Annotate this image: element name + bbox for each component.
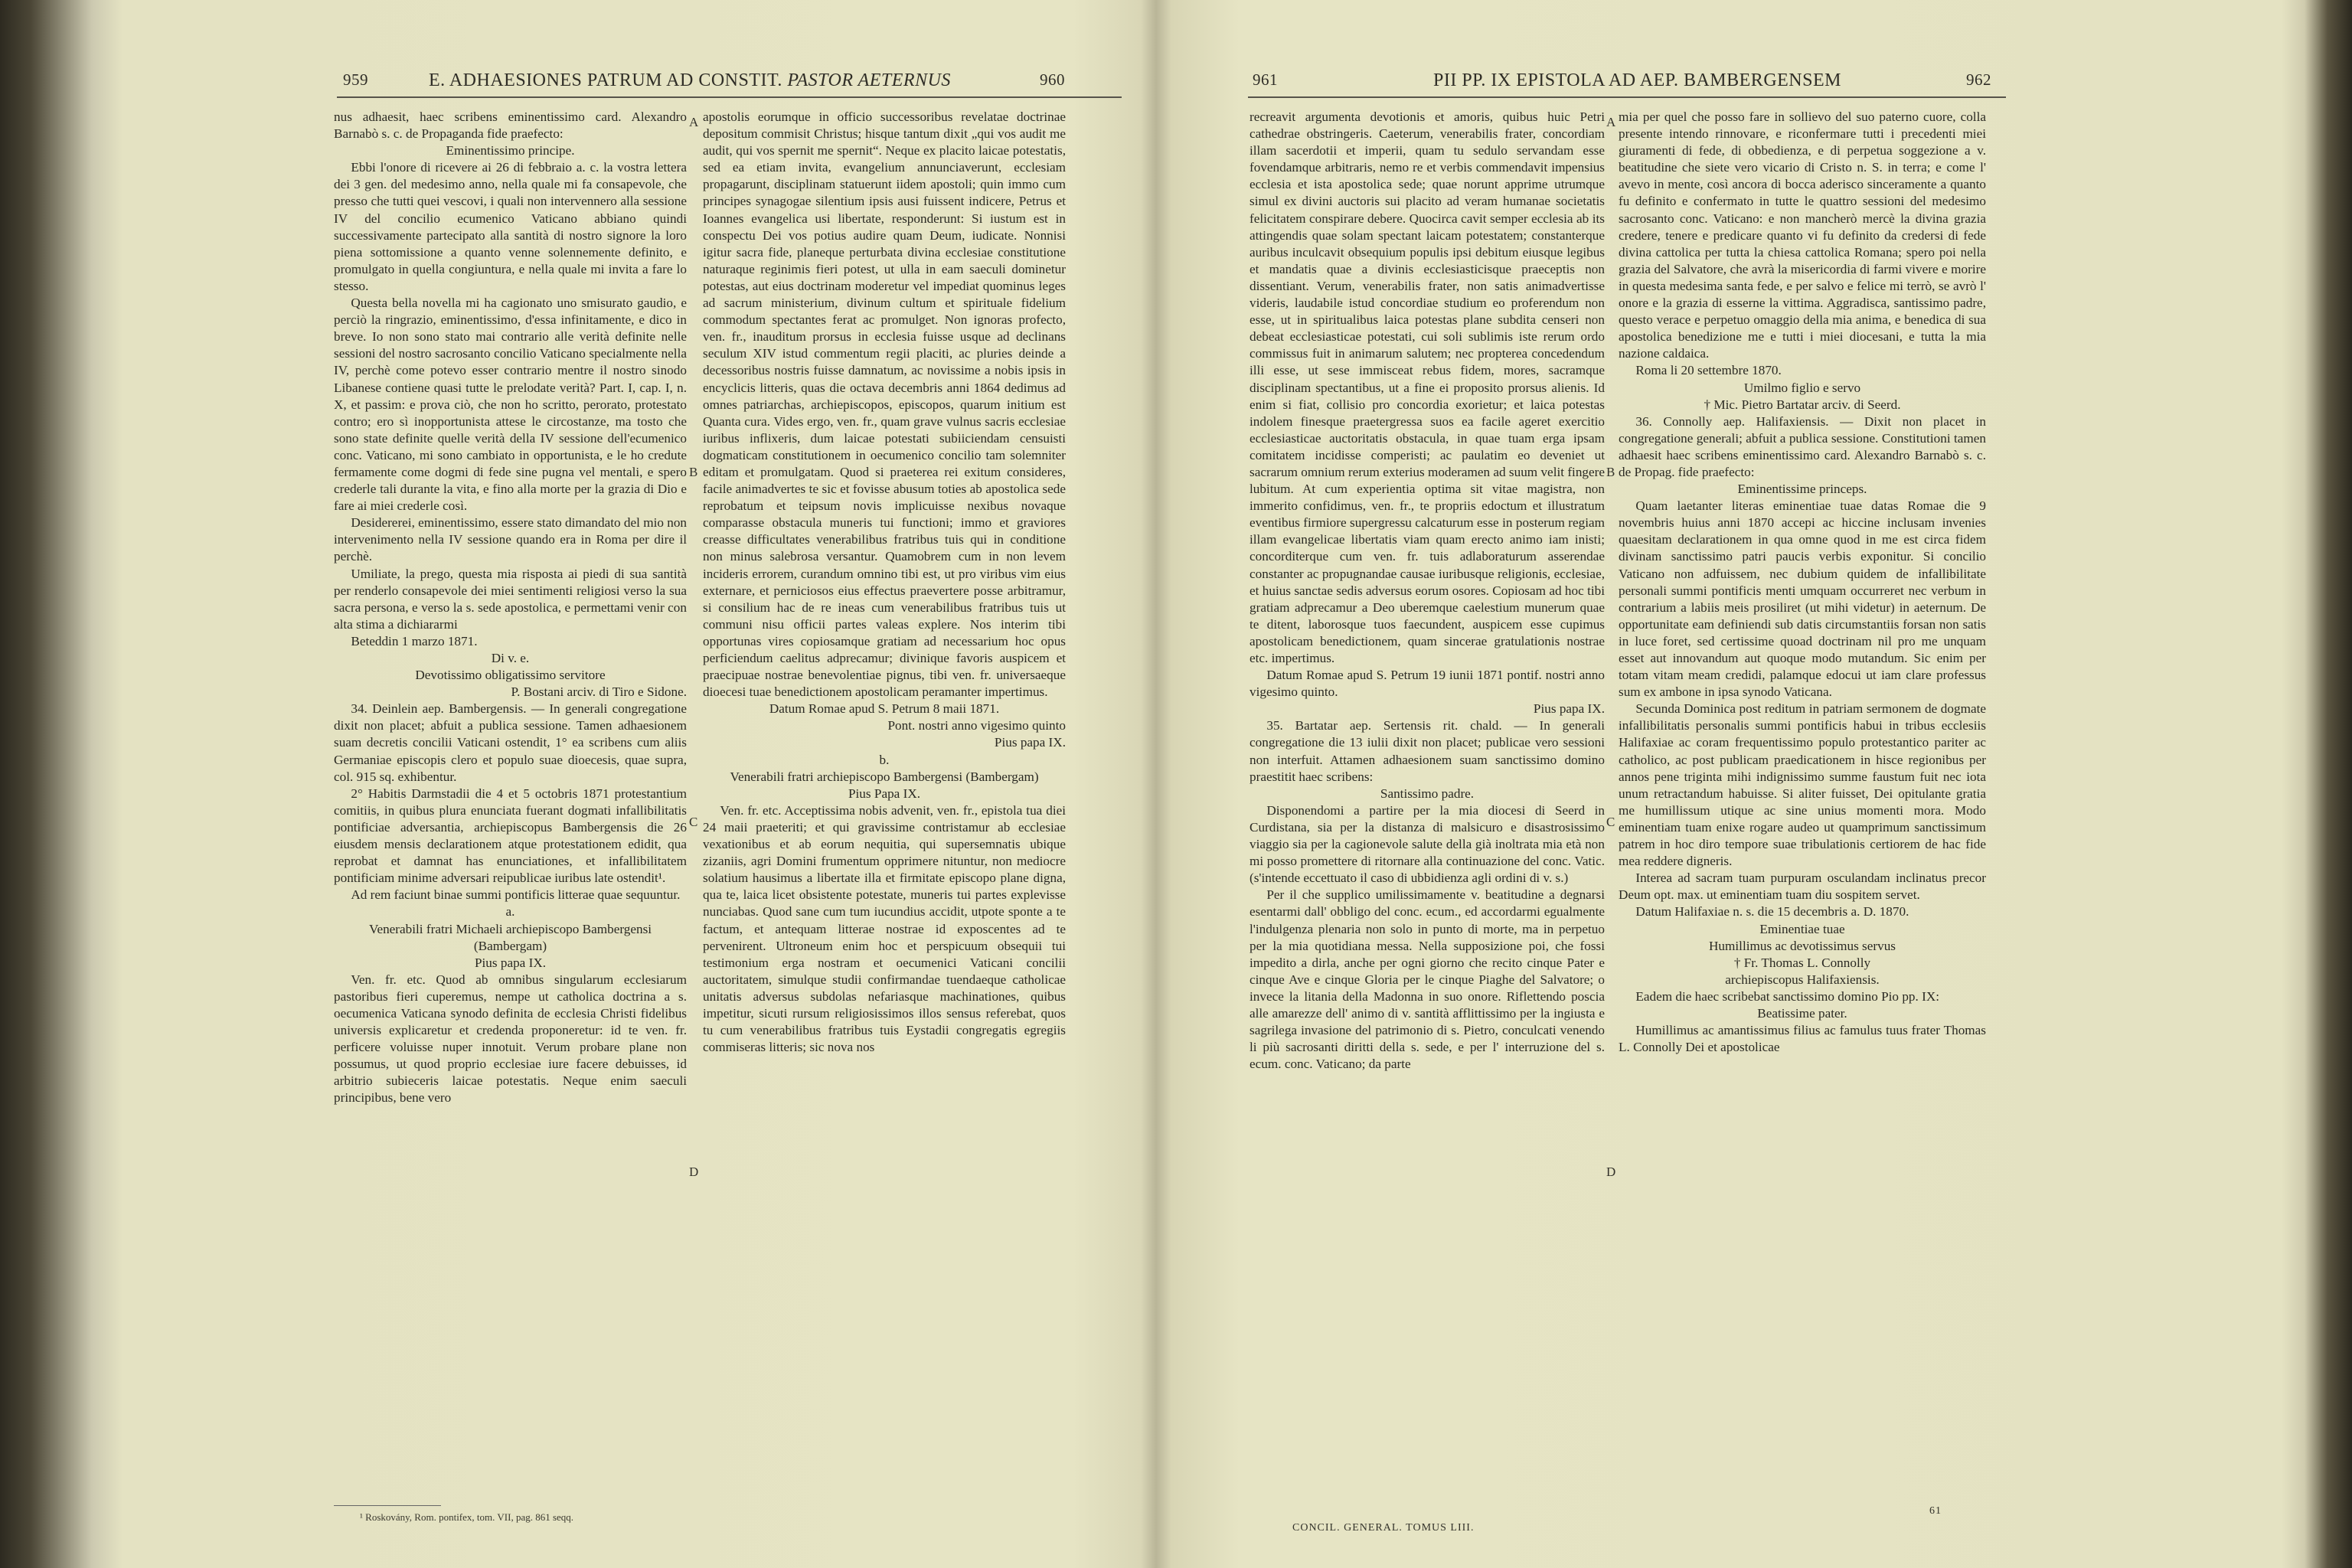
left-running-title-italic: PASTOR AETERNUS (787, 70, 951, 90)
paragraph: apostolis eorumque in officio successoribus revelatae doctrinae depositum commisit Christus; hisque tantum dixit „qui vos audit me audit, qui vos spernit me spernit“. Neque ex placito laicae potestatis, sed ea etiam invita, evangelium annunciaverunt, ecclesiam propagarunt, disciplinam statuerunt iidem apostoli; quin immo cum principes synagogae silentium ipsis ausi fuissent indicere, Petrus et Ioannes evangelica usi libertate, responderunt: Si iustum est in conspectu Dei vos potius audire quam Deum, iudicate. Nonnisi igitur sacra fide, planeque perturbata divina ecclesiae constitutione naturaque reginimis fieri potest, ut ulla in eam saeculi dominetur potestas, aut eius doctrinam moderetur vel impediat quominus leges ad sacrum ministerium, divinum cultum et spirituale fidelium commodum spectantes ferat ac promulget. Non ignoras profecto, ven. fr., inauditum prorsus in ecclesia fuisse usque ad declinans seculum XIV istud commentum regii placiti, ac pluries deinde a decessoribus nostris fuisse damnatum, ac novissime a nobis ipsis in encyclicis litteris, quas die octava decembris anni 1864 dedimus ad omnes patriarchas, archiepiscopos, episcopos, quarum initium est Quanta cura. Vides ergo, ven. fr., quam grave vulnus sacris ecclesiae iuribus inflixeris, dum laicae potestati subiiciendam censuisti dogmaticam constitutionem in oecumenico concilio tam solemniter editam et promulgatam. Quod si praeterea rei exitum consideres, facile animadvertes te sic et fovisse abusum toties ab apostolica sede reprobatum et teipsum novis implicuisse nexibus novaque comparasse obstacula muneris tui functioni; immo et graviores creasse difficultates venerabilibus fratribus tuis qui in conditione non minus salebrosa versantur. Quamobrem cum in non levem incideris errorem, curandum omnino tibi est, ut pro viribus vim eius externare, et perniciosos eius effectus praevertere posse arbitramur, si consilium hac de re ineas cum venerabilibus fratribus tuis ut communi nisu officii partes valeas explere. Nos interim tibi opportunas vires copiosamque gratiam ad necessarium hoc opus perficiendum caelitus adprecamur; divinique favoris auspicem et praecipuae nostrae benevolentiae pignus, tibi ven. fr. universaeque dioecesi tuae benedictionem apostolicam peramanter impertimus. (703, 109, 1066, 700)
margin-letter-a: A (1606, 115, 1616, 129)
paragraph: Eminentissime princeps. (1737, 482, 1867, 497)
margin-letter-d: D (1606, 1165, 1616, 1179)
paragraph: Ven. fr. etc. Acceptissima nobis advenit, ven. fr., epistola tua diei 24 maii praeteriti; et qui gravissime contristamur ab ecclesiae vexationibus et ab eorum nequitia, qui supersemnatis ubique zizaniis, agri Domini frumentum opprimere nituntur, non mediocre solatium hausimus a libertate illa et firmitate episcopo plane digna, qua te, laica licet obsistente potestate, muneris tui partes explevisse nunciabas. Quod sane cum tum iucundius accidit, utpote sponte a te factum, et antequam litterae nostrae id exposcentes ad te pervenirent. Ultroneum enim hoc et perspicuum obsequii tui testimonium erga nostram et oecumenici Vaticani concilii auctoritatem, simulque studii confirmandae tuendaeque catholicae unitatis adversus subdolas nefariasque machinationes, quibus impetitur, sicuti rursum religiosissimos illos sensus referebat, quos tu cum venerabilibus fratribus tuis Eystadii congregatis egregiis commiseras litteris; sic nova nos (703, 802, 1066, 1055)
header-rule (337, 96, 1122, 98)
paragraph: Beteddin 1 marzo 1871. (351, 633, 478, 648)
left-page-column-2 (703, 109, 1066, 1056)
margin-letter-a: A (689, 115, 699, 129)
paragraph: Datum Halifaxiae n. s. die 15 decembris a. D. 1870. (1635, 904, 1909, 920)
paragraph: Venerabili fratri archiepiscopo Bambergensi (Bambergam) (730, 769, 1039, 784)
margin-letter-d: D (689, 1165, 699, 1179)
left-running-title-text: E. ADHAESIONES PATRUM AD CONSTIT. (429, 70, 782, 90)
paragraph: Datum Romae apud S. Petrum 8 maii 1871. (769, 701, 1000, 717)
paragraph: Umiliate, la prego, questa mia risposta ai piedi di sua santità per renderlo consapevole dei miei sentimenti religiosi verso la sua sacra persona, e verso la s. sede apostolica, e permettami venir con alta stima a dichiararmi (334, 566, 687, 632)
paragraph: mia per quel che posso fare in sollievo del suo paterno cuore, colla presente intendo rinnovare, e riconfermare tutti i precedenti miei giuramenti di fede, di obbedienza, e di perpetua soggezione a v. beatitudine che siete vero vicario di Cristo n. S. in terra; e come l' avevo in mente, così ancora di bocca aderisco sinceramente a quanto fu definito e confermato in tutte le quattro sessioni del medesimo sacrosanto conc. Vaticano: e non mancherò mercè la divina grazia credere, tenere e predicare quanto vi fu definito da credersi di fede divina cattolica per tutta la chiesa cattolica Romana; spero poi nella grazia del Salvatore, che avrà la misericordia di farmi vivere e morire in questa medesima santa fede, e per salvo e felice mi terrò, se avrò l' onore e la grazia di esserne la vittima. Aggradisca, santissimo padre, questo verace e perpetuo omaggio della mia anima, e benedica di sua apostolica benedizione me e tutti i miei diocesani, e tutta la mia nazione caldaica. (1619, 109, 1986, 361)
signature-line: CONCIL. GENERAL. TOMUS LIII. (1292, 1522, 1475, 1534)
paragraph: Beatissime pater. (1757, 1005, 1847, 1021)
paragraph: Pius papa IX. (994, 735, 1066, 750)
paragraph: Humillimus ac amantissimus filius ac famulus tuus frater Thomas L. Connolly Dei et apostolicae (1619, 1023, 1986, 1055)
paragraph: Roma li 20 settembre 1870. (1635, 363, 1782, 378)
paragraph: nus adhaesit, haec scribens eminentissimo card. Alexandro Barnabò s. c. de Propaganda fide praefecto: (334, 109, 687, 142)
paragraph: Secunda Dominica post reditum in patriam sermonem de dogmate infallibilitatis personalis summi pontificis habui in tribus ecclesiis Halifaxiae ac coram frequentissimo populo protestantico pariter ac catholico, ac post publicam praedicationem in hisce regionibus per annos pene triginta mihi indignissimo summe faustum fuit nec iota unum retractandum habuisse. Si aliter fuisset, Dei opitulante gratia me humillissum utique ac sine unius momenti mora. Modo eminentiam tuam enixe rogare audeo ut quamprimum sanctissimum patrem in hoc diro tempore suae tribulationis certiorem de hac fide mea reddere digneris. (1619, 701, 1986, 869)
right-page-left-number: 961 (1253, 70, 1278, 89)
paragraph: 34. Deinlein aep. Bambergensis. — In generali congregatione dixit non placet; abfuit a publica sessione. Tamen adhaesionem suam decretis concilii Vaticani ostendit, 1° ea scribens cum aliis Germaniae episcopis clero et populo suae dioecesis, quae supra, col. 915 sq. exhibentur. (334, 701, 687, 784)
left-page (0, 0, 1158, 1568)
paragraph: Ebbi l'onore di ricevere ai 26 di febbraio a. c. la vostra lettera dei 3 gen. del medesimo anno, nella quale mi fa consapevole, che presso che tutti quei vescovi, i quali non intervennero alla sessione IV del concilio ecumenico Vaticano abbiano quindi successivamente partecipato alla santità di nostro signore la loro piena sottomissione a quanto venne solennemente definito, e promulgato in quella congiuntura, e nella quale mi invita a fare lo stesso. (334, 160, 687, 293)
paragraph: Disponendomi a partire per la mia diocesi di Seerd in Curdistana, sia per la distanza di malsicuro e disastrosissimo viaggio sia per la cagionevole salute della già inoltrata mia età non mi posso promettere di ritornare alla continuazione del conc. Vatic. (s'intende eccettuato il caso di ubbidienza agli ordini di v. s.) (1250, 802, 1605, 886)
right-page (1158, 0, 2352, 1568)
right-page-column-1 (1250, 109, 1605, 1073)
paragraph: Quam laetanter literas eminentiae tuae datas Romae die 9 novembris huius anni 1870 accepi ac hiccine inclusam invenies quaesitam declarationem in qua omne quod in me est circa fidem divinam sanctissimo patri paucis verbis exponitur. Si concilio Vaticano non adfuissem, nec dubium quidem de infallibilitate personali summi pontificis menti umquam occurreret nec verbum in contrarium a labiis meis prosiliret (ut mihi videtur) in aeternum. De opportunitate eam definiendi sub datis circumstantiis forsan non satis in luce foret, sed certissime quoad doctrinam nil pro me unquam esset aut innovandum aut quoque modo mutandum. Sic enim per totam vitam meam credidi, palamque edocui ut iam clare professus sum ex ambone in ipsa synodo Vaticana. (1619, 498, 1986, 700)
paragraph: 2° Habitis Darmstadii die 4 et 5 octobris 1871 protestantium comitiis, in quibus plura enunciata fuerant dogmati infallibilitatis pontificiae adversantia, archiepiscopus Bambergensis die 26 eiusdem mensis declarationem atque protestationem edidit, qua reprobat et damnat has enunciationes, et infallibilitatem pontificiam minime adversari reipublicae iuribus late ostendit¹. (334, 786, 687, 886)
paragraph: b. (879, 752, 890, 767)
paragraph: Pius Papa IX. (848, 786, 921, 801)
paragraph: Eminentissimo principe. (446, 143, 575, 158)
paragraph: Eminentiae tuae (1759, 921, 1845, 936)
paragraph: 35. Bartatar aep. Sertensis rit. chald. — In generali congregatione die 13 iulii dixit non placet; publicae vero sessioni non interfuit. Attamen adhaesionem suam sanctissimo domino praestitit haec scribens: (1250, 718, 1605, 784)
paragraph: Per il che supplico umilissimamente v. beatitudine a degnarsi esentarmi dall' obbligo del conc. ecum., ed accordarmi egualmente l'indulgenza plenaria non solo in punto di morte, ma in perpetuo per la mia quotidiana messa. Nella supposizione poi, che fossi impedito a dirla, anche per ogni giorno che recito cinque Pater e cinque Ave e cinque Gloria per le cinque Piaghe del Salvatore; o invece la litania della Madonna in suo onore. Riflettendo poscia alle amarezze dell' animo di v. santità afflittissimo per la ingiusta e sagrilega invasione del patrimonio di s. Pietro, conculcati venendo li più sacrosanti diritti della s. sede, e per l' interruzione del s. ecum. conc. Vaticano; da parte (1250, 887, 1605, 1072)
header-rule (1248, 96, 2006, 98)
paragraph: Di v. e. (491, 651, 530, 665)
footnote-rule (334, 1505, 441, 1506)
paragraph: a. (505, 904, 515, 920)
paragraph: Pius papa IX. (1533, 701, 1605, 717)
paragraph: archiepiscopus Halifaxiensis. (1725, 972, 1880, 987)
left-page-column-1 (334, 109, 687, 1107)
margin-letter-b: B (1606, 465, 1615, 479)
right-page-column-2 (1619, 109, 1986, 1056)
sheet-number: 61 (1929, 1505, 1942, 1517)
paragraph: 36. Connolly aep. Halifaxiensis. — Dixit non placet in congregatione generali; abfuit a publica sessione. Constitutioni tamen adhaesit haec scribens eminentissimo card. Alexandro Barnabò s. c. de Propag. fide praefecto: (1619, 413, 1986, 479)
paragraph: Questa bella novella mi ha cagionato uno smisurato gaudio, e perciò la ringrazio, eminentissimo, d'essa infinitamente, e dico in breve. Io non sono stato mai contrario alle verità definite nelle sessioni del nostro sacrosanto concilio Vaticano specialmente nella IV, perchè come potevo esser contrario mentre il nostro sinodo Libanese contiene quasi tutte le prelodate verità? Part. I, cap. I, n. X, et passim: e prova ciò, che non ho scritto, perorato, protestato contro; ero sì inopportunista attese le circostanze, ma tosto che sono state definite quelle verità della IV sessione dell'ecumenico conc. Vaticano, mi sono cambiato in opportunista, e le ho credute fermamente come dogmi di fede sine pugna vel mentali, e spero crederle tali durante la vita, e fino alla morte per la grazia di Dio e fare ai miei crederle così. (334, 296, 687, 514)
right-running-title: PII PP. IX EPISTOLA AD AEP. BAMBERGENSEM (1433, 70, 1841, 90)
paragraph: Pius papa IX. (474, 955, 547, 970)
paragraph: † Mic. Pietro Bartatar arciv. di Seerd. (1704, 397, 1901, 412)
paragraph: Interea ad sacram tuam purpuram osculandam inclinatus precor Deum opt. max. ut eminentiam tuam diu sospitem servet. (1619, 871, 1986, 903)
right-column-number: 960 (1040, 70, 1065, 89)
paragraph: Umilmo figlio e servo (1743, 380, 1861, 395)
right-page-right-number: 962 (1966, 70, 1991, 89)
paragraph: Ad rem faciunt binae summi pontificis litterae quae sequuntur. (351, 887, 681, 903)
margin-letter-b: B (689, 465, 698, 479)
paragraph: Pont. nostri anno vigesimo quinto (887, 718, 1066, 733)
paragraph: Humillimus ac devotissimus servus (1709, 938, 1896, 953)
paragraph: Desidererei, eminentissimo, essere stato dimandato del mio non intervenimento nella IV sessione quando era in Roma per dire il perchè. (334, 515, 688, 564)
paragraph: P. Bostani arciv. di Tiro e Sidone. (511, 684, 687, 700)
margin-letter-c: C (689, 815, 698, 829)
paragraph: Ven. fr. etc. Quod ab omnibus singularum ecclesiarum pastoribus fieri cuperemus, nempe ut catholica doctrina a s. oecumenica Vaticana synodo definita de ecclesia Christi fidelibus universis explicaretur et credenda proponeretur: id te ven. fr. perficere voluisse nuper innotuit. Verum probare plane non possumus, ut quod proprio ecclesiae iure facere debuisses, id arbitrio subieceris laicae potestatis. Neque enim saeculi principibus, bene vero (334, 972, 687, 1106)
paragraph: recreavit argumenta devotionis et amoris, quibus huic Petri cathedrae obstringeris. Caeterum, venerabilis frater, concordiam illam sacerdotii et imperii, quam tu sedulo servandam esse fovendamque arbitraris, nemo re et verbis commendavit impensius ecclesia et ista apostolica sede; quae norunt apprime utrumque simul ex divini auctoris sui placito ad veram humanae societatis felicitatem conspirare debere. Quocirca cavit semper ecclesia ab its attingendis quae solam spectant laicam potestatem; constanterque auribus inculcavit obsequium populis ipsi debitum eiusque legibus et mandatis quae a divinis ecclesiasticisque praeceptis non dissentiant. Verum, venerabilis frater, non satis animadvertisse videris, laudabile istud concordiae studium eo proferendum non esse, ut in spiritualibus laica potestas plane subdita censeri non debeat ecclesiasticae potestati, cui soli sublimis iste rerum ordo commissus fuit in animarum salutem; nec propterea concedendum illi esse, ut sese immisceat rebus fidem, mores, sacramque disciplinam spectantibus, ut a fine ei proposito prorsus alienis. Id enim si fiat, collisio pro concordia exorietur; et laica potestas indolem finesque praetergressa suos ea facile ageret exercitio ecclesiasticae auctoritatis obstacula, in quae tuam erga ipsam comitatem incidisse comperisti; ac paulatim eo deveniet ut sacrarum omnium rerum exterius moderamen ad suum velit fingere lubitum. At cum experientia optima sit vitae magistra, non immerito confidimus, ven. fr., te propriis edoctum et illustratum eventibus firmiore supergressu calcaturum esse in posterum regiam illam evangelicae libertatis viam quam erecto animo iam inisti; concorditerque cum ven. fr. tuis adlaboraturum asserendae constanter ac propugnandae causae iuribusque religionis, ecclesiae, et huius sanctae sedis adversus eorum osores. Copiosam ad hoc tibi gratiam adprecamur a Deo uberemque caelestium munerum quae te ditent, laborosque tuos faecundent, auspicem esse cupimus apostolicam benedictionem, quam sincerae gratulationis nostrae etc. impertimus. (1250, 109, 1605, 665)
paragraph: Eadem die haec scribebat sanctissimo domino Pio pp. IX: (1635, 988, 1940, 1004)
paragraph: Santissimo padre. (1380, 786, 1475, 801)
footnote: ¹ Roskovány, Rom. pontifex, tom. VII, pag. 861 seqq. (360, 1511, 574, 1523)
paragraph: † Fr. Thomas L. Connolly (1733, 955, 1871, 970)
paragraph: Devotissimo obligatissimo servitore (415, 668, 606, 683)
paragraph: Venerabili fratri Michaeli archiepiscopo Bambergensi (Bambergam) (368, 921, 652, 953)
margin-letter-c: C (1606, 815, 1615, 829)
paragraph: Datum Romae apud S. Petrum 19 iunii 1871 pontif. nostri anno vigesimo quinto. (1250, 668, 1605, 700)
left-page-number: 959 (343, 70, 368, 89)
